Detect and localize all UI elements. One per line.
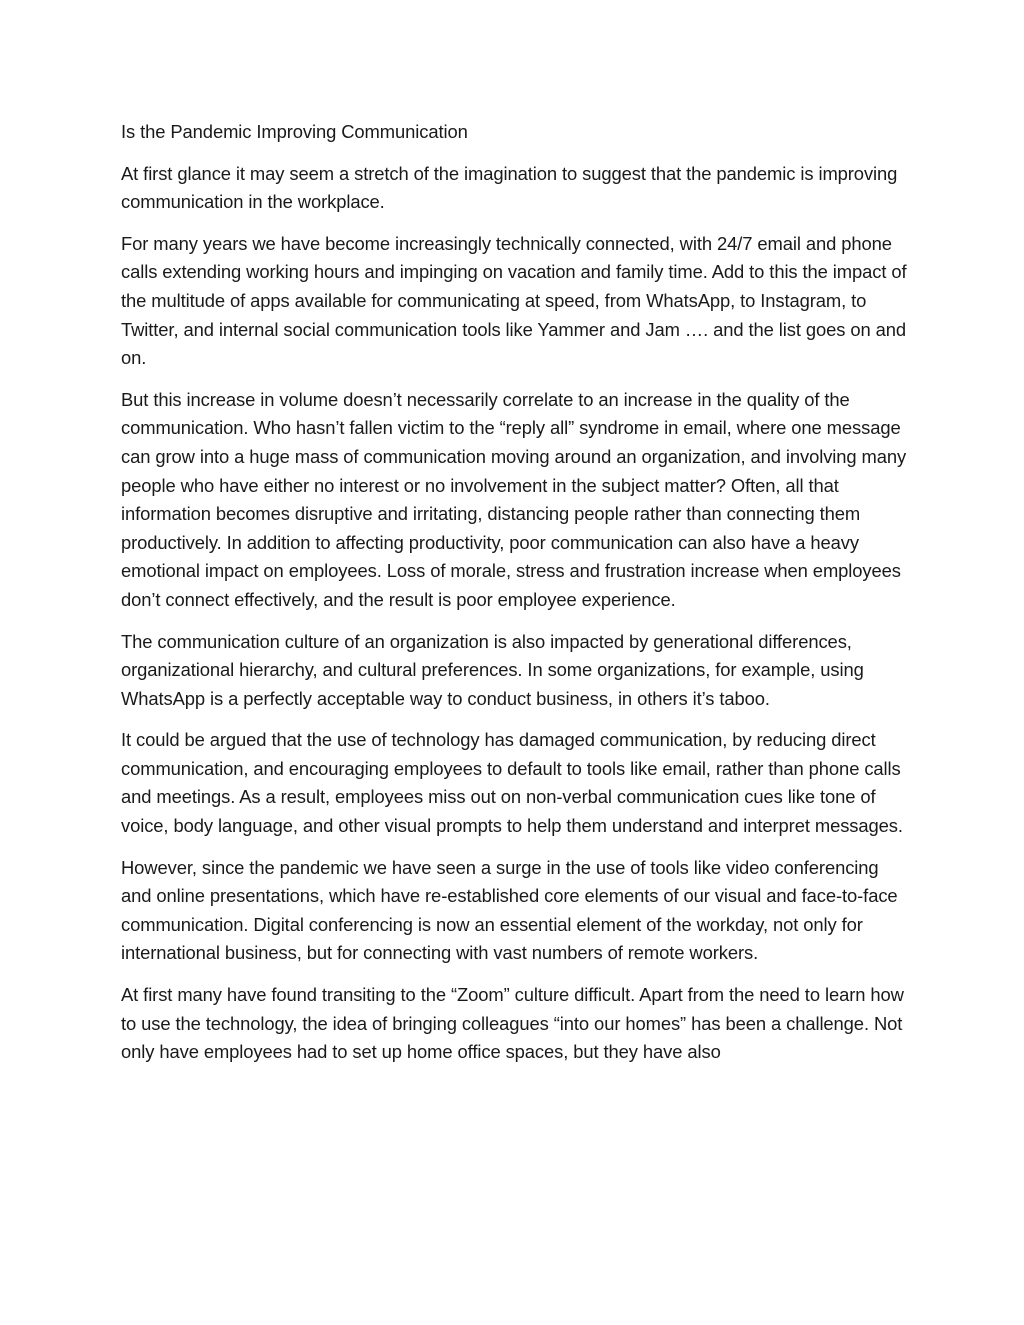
paragraph-connectivity: For many years we have become increasingly technically connected, with 24/7 email and phone calls extending working hours and impinging on vacation and family time. Add to this the impact of the multitude of apps available for communicating at speed, from WhatsApp, to Instagram, to Twitter, and internal social communication tools like Yammer and Jam …. and the list goes on and on. — [121, 232, 907, 369]
paragraph-technology-damage: It could be argued that the use of technology has damaged communication, by reducing direct communication, and encouraging employees to default to tools like email, rather than phone calls and meetings. As a result, employees miss out on non-verbal communication cues like tone of voice, body language, and other visual prompts to help them understand and interpret messages. — [121, 729, 903, 837]
paragraph-culture: The communication culture of an organization is also impacted by generational differences, organizational hierarchy, and cultural preferences. In some organizations, for example, using WhatsApp is a perfectly acceptable way to conduct business, in others it’s taboo. — [121, 630, 864, 709]
document-title: Is the Pandemic Improving Communication — [121, 121, 468, 142]
paragraph-quality: But this increase in volume doesn’t necessarily correlate to an increase in the quality of the communication. Who hasn’t fallen victim to the “reply all” syndrome in email, where one message can grow into a huge mass of communication moving around an organization, and involving many people who have either no interest or no involvement in the subject matter? Often, all that information becomes disruptive and irritating, distancing people rather than connecting them productively. In addition to affecting productivity, poor communication can also have a heavy emotional impact on employees. Loss of morale, stress and frustration increase when employees don’t connect effectively, and the result is poor employee experience. — [121, 388, 907, 610]
paragraph-conferencing: However, since the pandemic we have seen a surge in the use of tools like video conferencing and online presentations, which have re-established core elements of our visual and face-to-face communication. Digital conferencing is now an essential element of the workday, not only for international business, but for connecting with vast numbers of remote workers. — [121, 856, 898, 964]
document-body — [121, 118, 911, 1080]
paragraph-zoom-culture: At first many have found transiting to the “Zoom” culture difficult. Apart from the need to learn how to use the technology, the idea of bringing colleagues “into our homes” has been a challenge. Not only have employees had to set up home office spaces, but they have also — [121, 984, 904, 1063]
paragraph-intro: At first glance it may seem a stretch of the imagination to suggest that the pandemic is improving communication in the workplace. — [121, 162, 898, 213]
